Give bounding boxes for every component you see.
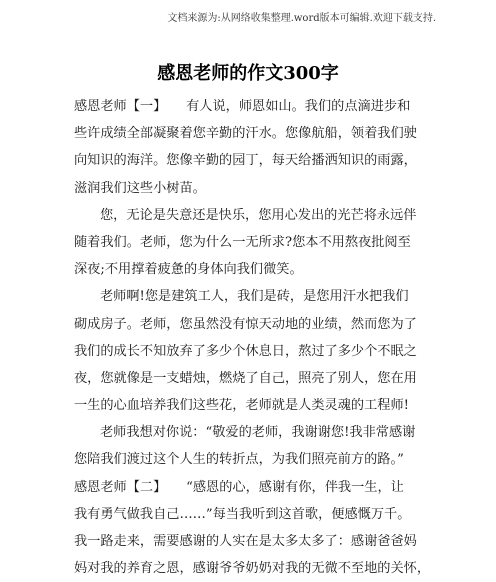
text-line: 我们的成长不知放弃了多少个休息日，熬过了多少个不眠之 xyxy=(74,343,417,359)
text-line: 妈对我的养育之恩，感谢爷爷奶奶对我的无微不至地的关怀， xyxy=(74,561,430,577)
text-line: 老师我想对你说：“敬爱的老师，我谢谢您!我非常感谢 xyxy=(100,425,416,441)
source-note: 文档来源为:从网络收集整理.word版本可编辑.欢迎下载支持. xyxy=(167,13,436,24)
text-line: 我一路走来，需要感谢的人实在是太多太多了：感谢爸爸妈 xyxy=(74,534,417,549)
document-title: 感恩老师的作文300字 xyxy=(157,63,339,84)
text-line: 向知识的海洋。您像辛勤的园丁，每天给播洒知识的雨露， xyxy=(74,153,417,169)
text-line: 一生的心血培养我们这些花，老师就是人类灵魂的工程师! xyxy=(74,398,409,414)
text-line: 些许成绩全部凝聚着您辛勤的汗水。您像航船，领着我们驶 xyxy=(74,126,417,142)
essay-body xyxy=(74,93,430,582)
text-line: 感恩老师【一】 有人说，师恩如山。我们的点滴进步和 xyxy=(74,99,411,114)
text-line: 随着我们。老师，您为什么一无所求?您本不用熬夜批阅至 xyxy=(74,234,411,250)
text-line: 我有勇气做我自己……”每当我听到这首歌，便感慨万千。 xyxy=(74,506,411,522)
text-line: 老师啊!您是建筑工人，我们是砖，是您用汗水把我们 xyxy=(100,289,409,305)
text-line: 滋润我们这些小树苗。 xyxy=(74,180,206,196)
text-line: 深夜;不用撑着疲惫的身体向我们微笑。 xyxy=(74,262,303,278)
text-line: 您陪我们渡过这个人生的转折点，为我们照亮前方的路。” xyxy=(74,452,404,468)
text-line: 夜，您就像是一支蜡烛，燃烧了自己，照亮了别人，您在用 xyxy=(74,370,417,386)
text-line: 感恩老师【二】 “感恩的心，感谢有你，伴我一生，让 xyxy=(74,479,404,495)
text-line: 砌成房子。老师，您虽然没有惊天动地的业绩，然而您为了 xyxy=(74,316,417,332)
text-line: 您，无论是失意还是快乐，您用心发出的光芒将永远伴 xyxy=(100,207,417,223)
